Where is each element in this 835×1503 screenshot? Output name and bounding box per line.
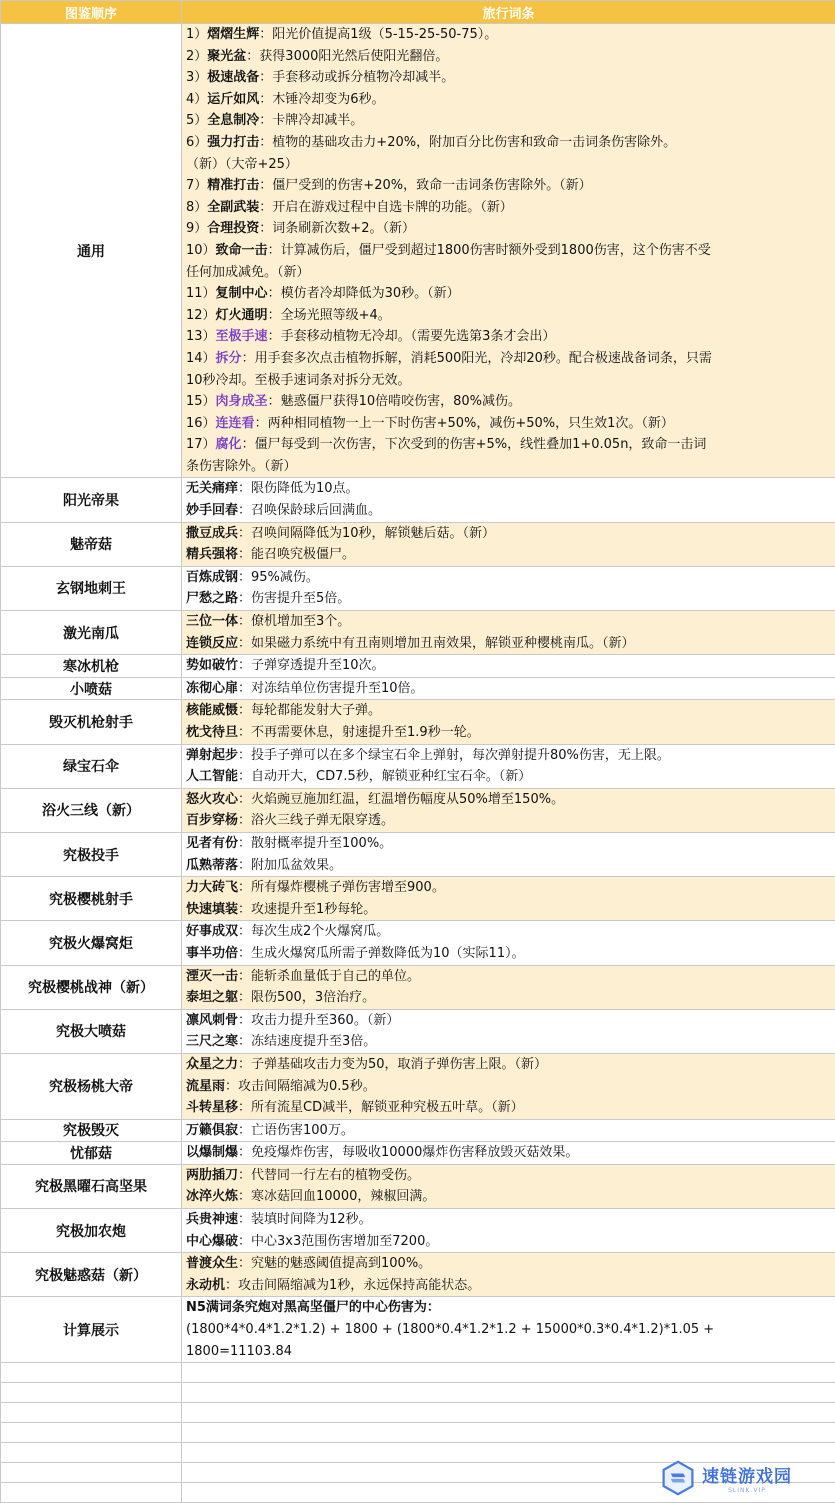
empty-cell[interactable] (1, 1383, 182, 1403)
row-entries-cell[interactable] (182, 1297, 835, 1363)
entry-text: ：中心3x3范围伤害增加至7200。 (238, 1233, 439, 1249)
entry-line (186, 987, 831, 1009)
empty-cell[interactable] (1, 1463, 182, 1483)
entry-text: ：究魅的魅惑阈值提高到100%。 (238, 1256, 432, 1272)
empty-cell[interactable] (1, 1443, 182, 1463)
entry-text: ：限伤500，3倍治疗。 (238, 990, 376, 1006)
row-name-cell[interactable]: 究极大喷菇 (1, 1009, 182, 1053)
entry-text: 7） (186, 178, 208, 194)
row-entries-cell[interactable] (182, 921, 835, 965)
entry-text: 17） (186, 437, 216, 453)
entry-text: ：子弹穿透提升至10次。 (238, 658, 385, 674)
entry-title: 三位一体 (186, 614, 239, 630)
row-entries-cell[interactable] (182, 1142, 835, 1165)
row-entries-cell[interactable] (182, 1053, 835, 1119)
row-name-cell[interactable]: 寒冰机枪 (1, 655, 182, 678)
entry-text: ：对冻结单位伤害提升至10倍。 (238, 680, 424, 696)
entry-text: ：能斩杀血量低于自己的单位。 (238, 968, 421, 984)
row-name-cell[interactable]: 究极加农炮 (1, 1209, 182, 1253)
entry-line (186, 413, 831, 435)
entry-title: 弹射起步 (186, 747, 239, 763)
table-body (1, 24, 835, 1503)
entry-title: 极速战备 (207, 70, 260, 86)
entry-line (186, 567, 831, 589)
entry-title: 精准打击 (207, 178, 260, 194)
empty-cell[interactable] (1, 1483, 182, 1503)
entry-line (186, 833, 831, 855)
row-name-cell[interactable]: 忧郁菇 (1, 1142, 182, 1165)
empty-cell[interactable] (1, 1403, 182, 1423)
table-row (1, 921, 835, 965)
watermark-subtitle: SLINK.VIP (728, 1487, 766, 1494)
row-entries-cell[interactable] (182, 566, 835, 610)
row-name-cell[interactable]: 究极毁灭 (1, 1119, 182, 1142)
entry-line (186, 678, 831, 700)
entry-title: 聚光盆 (207, 48, 247, 64)
table-row (1, 1142, 835, 1165)
entry-text: ：攻击力提升至360。（新） (238, 1012, 400, 1028)
entry-title: 全副武装 (207, 199, 260, 215)
row-entries-cell[interactable] (182, 877, 835, 921)
table-row (1, 677, 835, 700)
entry-text: ：火焰豌豆施加红温，红温增伤幅度从50%增至150%。 (238, 791, 565, 807)
entry-line (186, 722, 831, 744)
entry-text: ：代替同一行左右的植物受伤。 (238, 1167, 421, 1183)
entry-title-highlight: 连连看 (215, 415, 255, 431)
empty-row (1, 1403, 835, 1423)
entry-line (186, 544, 831, 566)
entry-line (186, 1031, 831, 1053)
row-entries-cell[interactable] (182, 1209, 835, 1253)
entry-title: 冻彻心扉 (186, 680, 239, 696)
row-name-cell[interactable]: 究极投手 (1, 832, 182, 876)
row-name-cell[interactable]: 阳光帝果 (1, 478, 182, 522)
entry-text: 16） (186, 415, 216, 431)
entry-line (186, 1297, 831, 1319)
entry-title-highlight: 腐化 (215, 437, 242, 453)
row-name-cell[interactable]: 究极樱桃射手 (1, 877, 182, 921)
entry-title: 尸愁之路 (186, 591, 239, 607)
entry-line (186, 810, 831, 832)
entry-line (186, 1165, 831, 1187)
entry-text: ：攻击间隔缩减为0.5秒。 (225, 1078, 376, 1094)
entry-text: 12） (186, 307, 216, 323)
entry-text: 条伤害除外。（新） (186, 458, 297, 474)
entry-line (186, 523, 831, 545)
entry-text: ：攻击间隔缩减为1秒，永远保持高能状态。 (225, 1277, 481, 1293)
entry-title: 以爆制爆 (186, 1145, 239, 1161)
row-entries-cell[interactable] (182, 655, 835, 678)
entry-line (186, 1120, 831, 1142)
entry-title: 连锁反应 (186, 635, 239, 651)
entry-text: 1800=11103.84 (186, 1343, 293, 1359)
table-row (1, 877, 835, 921)
entry-text: ：如果磁力系统中有丑南则增加丑南效果，解锁亚种樱桃南瓜。（新） (238, 635, 635, 651)
entry-title: 熠熠生辉 (207, 27, 260, 42)
row-entries-cell[interactable] (182, 1119, 835, 1142)
entry-line (186, 262, 831, 284)
entry-text: 1） (186, 27, 208, 42)
row-name-cell[interactable]: 究极杨桃大帝 (1, 1053, 182, 1119)
table-row (1, 611, 835, 655)
entry-text: 11） (186, 286, 216, 302)
entry-text: ：伤害提升至5倍。 (238, 591, 351, 607)
entry-line (186, 283, 831, 305)
entry-line (186, 855, 831, 877)
entry-title: 致命一击 (215, 242, 268, 258)
empty-cell[interactable] (1, 1423, 182, 1443)
row-entries-cell[interactable] (182, 832, 835, 876)
row-entries-cell[interactable] (182, 965, 835, 1009)
entry-text: 14） (186, 350, 216, 366)
entry-text: ：每轮都能发射大子弹。 (238, 703, 382, 719)
entry-text: 9） (186, 221, 208, 237)
entry-title: 湮灭一击 (186, 968, 239, 984)
entry-text: 任何加成减免。（新） (186, 264, 310, 280)
table-row (1, 24, 835, 478)
entry-text: ：攻速提升至1秒每轮。 (238, 901, 377, 917)
entry-line (186, 943, 831, 965)
entry-line (186, 456, 831, 478)
entry-line (186, 110, 831, 132)
entry-text: ：95%减伤。 (238, 569, 319, 585)
entry-text: ：魅惑僵尸获得10倍啃咬伤害，80%减伤。 (267, 394, 521, 410)
entry-text: ：僵尸每受到一次伤害，下次受到的伤害+5%，线性叠加1+0.05n，致命一击词 (241, 437, 707, 453)
empty-row (1, 1383, 835, 1403)
entry-title: 流星雨 (186, 1078, 226, 1094)
entry-text: 3） (186, 70, 208, 86)
entry-text: （新）（大帝+25） (186, 156, 298, 172)
entry-title: 全息制冷 (207, 113, 260, 129)
entry-line (186, 1097, 831, 1119)
empty-row (1, 1423, 835, 1443)
entry-title: 怒火攻心 (186, 791, 239, 807)
header-cell-entries[interactable]: 旅行词条 (182, 1, 835, 24)
watermark-logo-icon (660, 1460, 696, 1496)
entry-line (186, 24, 831, 46)
empty-cell[interactable] (1, 1363, 182, 1383)
row-entries-cell[interactable] (182, 1164, 835, 1208)
entry-text: ：阳光价值提高1级（5-15-25-50-75）。 (259, 27, 498, 42)
row-entries-cell[interactable] (182, 522, 835, 566)
entry-text: ：装填时间降为12秒。 (238, 1212, 372, 1228)
entry-text: ：亡语伤害100万。 (238, 1122, 354, 1138)
row-entries-cell[interactable] (182, 744, 835, 788)
empty-cell[interactable] (182, 1383, 835, 1403)
entry-line (186, 175, 831, 197)
table-row (1, 566, 835, 610)
table-row (1, 1119, 835, 1142)
entry-title: 瓜熟蒂落 (186, 857, 239, 873)
entry-title: 核能威慑 (186, 703, 239, 719)
entry-text: 10） (186, 242, 216, 258)
entry-line (186, 1275, 831, 1297)
watermark-title: 速链游戏园 (702, 1467, 792, 1487)
entry-text: ：僚机增加至3个。 (238, 614, 351, 630)
entry-title: 泰坦之躯 (186, 990, 239, 1006)
entry-text: ：附加瓜盆效果。 (238, 857, 343, 873)
table-row (1, 744, 835, 788)
entry-title-highlight: 拆分 (215, 350, 242, 366)
entry-title: 人工智能 (186, 769, 239, 785)
entry-title-highlight: 至极手速 (215, 329, 268, 345)
row-name-cell[interactable]: 魅帝菇 (1, 522, 182, 566)
entry-text: 4） (186, 91, 208, 107)
entry-line (186, 89, 831, 111)
entry-line (186, 766, 831, 788)
table-row (1, 1164, 835, 1208)
row-name-cell[interactable]: 毁灭机枪射手 (1, 700, 182, 744)
entry-line (186, 67, 831, 89)
entry-title: 运斤如风 (207, 91, 260, 107)
entry-title: 众星之力 (186, 1056, 239, 1072)
entry-line (186, 1341, 831, 1363)
entry-text: ：召唤间隔降低为10秒，解锁魅后菇。（新） (238, 525, 496, 541)
entry-line (186, 1231, 831, 1253)
entry-line (186, 500, 831, 522)
entry-line (186, 1054, 831, 1076)
entry-text: ：计算减伤后，僵尸受到超过1800伤害时额外受到1800伤害，这个伤害不受 (267, 242, 711, 258)
entry-text: ：能召唤究极僵尸。 (238, 547, 356, 563)
entry-line (186, 633, 831, 655)
entry-title: 好事成双 (186, 924, 239, 940)
entry-text: ：浴火三线子弹无限穿透。 (238, 813, 395, 829)
row-name-cell[interactable]: 计算展示 (1, 1297, 182, 1363)
row-entries-cell[interactable] (182, 24, 835, 478)
entry-text: ：所有流星CD减半，解锁亚种究极五叶草。（新） (238, 1100, 524, 1116)
row-entries-cell[interactable] (182, 700, 835, 744)
row-entries-cell[interactable] (182, 1009, 835, 1053)
table-row (1, 1253, 835, 1297)
table-row (1, 832, 835, 876)
row-name-cell[interactable]: 究极火爆窝炬 (1, 921, 182, 965)
row-entries-cell[interactable] (182, 478, 835, 522)
entry-title: 妙手回春 (186, 503, 239, 519)
entry-title: 两肋插刀 (186, 1167, 239, 1183)
entry-line (186, 899, 831, 921)
row-name-cell[interactable]: 通用 (1, 24, 182, 478)
table-row (1, 700, 835, 744)
table-row (1, 1009, 835, 1053)
row-name-cell[interactable]: 究极樱桃战神（新） (1, 965, 182, 1009)
entry-title: 撒豆成兵 (186, 525, 239, 541)
entry-line (186, 588, 831, 610)
table-row (1, 1297, 835, 1363)
entry-text: ：手套移动或拆分植物冷却减半。 (259, 70, 455, 86)
watermark (660, 1457, 830, 1499)
entry-line (186, 1142, 831, 1164)
entry-title: 事半功倍 (186, 945, 239, 961)
entry-line (186, 370, 831, 392)
entry-text: 13） (186, 329, 216, 345)
row-name-cell[interactable]: 浴火三线（新） (1, 788, 182, 832)
entry-text: ：自动开大，CD7.5秒，解锁亚种红宝石伞。（新） (238, 769, 532, 785)
entry-text: 8） (186, 199, 208, 215)
entry-title: 灯火通明 (215, 307, 268, 323)
entry-line (186, 655, 831, 677)
entry-line (186, 132, 831, 154)
entry-text: ：开启在游戏过程中自选卡牌的功能。（新） (259, 199, 513, 215)
entry-title: 百步穿杨 (186, 813, 239, 829)
entry-text: (1800*4*0.4*1.2*1.2) + 1800 + (1800*0.4*1.2*1.2 + 15000*0.3*0.4*1.2)*1.05 + (186, 1322, 715, 1338)
entry-text: 5） (186, 113, 208, 129)
entry-title: 快速填装 (186, 901, 239, 917)
entry-line (186, 611, 831, 633)
table-row (1, 1053, 835, 1119)
row-name-cell[interactable]: 究极黑曜石高坚果 (1, 1164, 182, 1208)
table-row (1, 965, 835, 1009)
entry-line (186, 1010, 831, 1032)
entry-text: ：免疫爆炸伤害，每吸收10000爆炸伤害释放毁灭菇效果。 (238, 1145, 579, 1161)
entry-line (186, 1209, 831, 1231)
entry-line (186, 877, 831, 899)
header-row (1, 1, 835, 24)
entry-line (186, 197, 831, 219)
entry-title: 永动机 (186, 1277, 226, 1293)
entry-title: 万籁俱寂 (186, 1122, 239, 1138)
entry-text: ：散射概率提升至100%。 (238, 835, 393, 851)
empty-cell[interactable] (182, 1363, 835, 1383)
entry-text: ：所有爆炸樱桃子弹伤害增至900。 (238, 880, 445, 896)
row-entries-cell[interactable] (182, 1253, 835, 1297)
entry-text: ：子弹基础攻击力变为50，取消子弹伤害上限。（新） (238, 1056, 548, 1072)
entry-text: ：植物的基础攻击力+20%，附加百分比伤害和致命一击词条伤害除外。 (259, 134, 677, 150)
row-entries-cell[interactable] (182, 677, 835, 700)
entry-text: ：两种相同植物一上一下时伤害+50%，减伤+50%，只生效1次。（新） (254, 415, 674, 431)
entry-line (186, 700, 831, 722)
entry-line (186, 478, 831, 500)
entry-title: 强力打击 (207, 134, 260, 150)
entry-text: ：生成火爆窝瓜所需子弹数降低为10（实际11）。 (238, 945, 525, 961)
entry-title: 凛风刺骨 (186, 1012, 239, 1028)
entry-title: 精兵强将 (186, 547, 239, 563)
table-row (1, 522, 835, 566)
entry-line (186, 154, 831, 176)
entry-text: ：全场光照等级+4。 (267, 307, 391, 323)
entry-title: 见者有份 (186, 835, 239, 851)
entry-line (186, 745, 831, 767)
row-name-cell[interactable]: 小喷菇 (1, 677, 182, 700)
entry-text: ：获得3000阳光然后使阳光翻倍。 (246, 48, 449, 64)
entry-line (186, 240, 831, 262)
entry-text: ：不再需要休息，射速提升至1.9秒一轮。 (238, 725, 480, 740)
entry-line (186, 391, 831, 413)
entry-text: ：手套移动植物无冷却。（需要先选第3条才会出） (267, 329, 556, 345)
entry-title: 斗转星移 (186, 1100, 239, 1116)
entry-text: ：寒冰菇回血10000，辣椒回满。 (238, 1189, 436, 1205)
empty-cell[interactable] (182, 1403, 835, 1423)
entry-text: ：每次生成2个火爆窝瓜。 (238, 924, 390, 940)
entry-title: N5满词条究炮对黑高坚僵尸的中心伤害为： (186, 1300, 440, 1316)
entry-title: 中心爆破 (186, 1233, 239, 1249)
entry-title: 兵贵神速 (186, 1212, 239, 1228)
entry-title: 力大砖飞 (186, 880, 239, 896)
entry-text: 6） (186, 134, 208, 150)
empty-row (1, 1363, 835, 1383)
entry-text: ：卡牌冷却减半。 (259, 113, 364, 129)
row-name-cell[interactable]: 绿宝石伞 (1, 744, 182, 788)
table-row (1, 478, 835, 522)
table-row (1, 788, 835, 832)
entry-title: 枕戈待旦 (186, 725, 239, 740)
entry-title: 合理投资 (207, 221, 260, 237)
entry-title: 复制中心 (215, 286, 268, 302)
table-row (1, 1209, 835, 1253)
entry-line (186, 348, 831, 370)
entry-text: ：冻结速度提升至3倍。 (238, 1034, 377, 1050)
entry-text: ：词条刷新次数+2。（新） (259, 221, 415, 237)
entry-text: ：模仿者冷却降低为30秒。（新） (267, 286, 460, 302)
entry-title: 势如破竹 (186, 658, 239, 674)
entry-text: ：用手套多次点击植物拆解，消耗500阳光，冷却20秒。配合极速战备词条，只需 (241, 350, 712, 366)
entry-line (186, 218, 831, 240)
entry-line (186, 1319, 831, 1341)
entry-text: 15） (186, 394, 216, 410)
entry-title: 无关痛痒 (186, 481, 239, 497)
entry-line (186, 921, 831, 943)
entry-text: ：投手子弹可以在多个绿宝石伞上弹射，每次弹射提升80%伤害，无上限。 (238, 747, 670, 763)
entry-text: ：召唤保龄球后回满血。 (238, 503, 382, 519)
entry-title: 百炼成钢 (186, 569, 239, 585)
entry-text: ：僵尸受到的伤害+20%，致命一击词条伤害除外。（新） (259, 178, 592, 194)
entry-title: 冰淬火炼 (186, 1189, 239, 1205)
row-entries-cell[interactable] (182, 611, 835, 655)
entry-line (186, 789, 831, 811)
entry-text: ：限伤降低为10点。 (238, 481, 359, 497)
entry-line (186, 966, 831, 988)
row-name-cell[interactable]: 玄钢地刺王 (1, 566, 182, 610)
table-row (1, 655, 835, 678)
header-cell-order[interactable]: 图鉴顺序 (1, 1, 182, 24)
empty-cell[interactable] (182, 1423, 835, 1443)
entry-text: 2） (186, 48, 208, 64)
entry-line (186, 46, 831, 68)
entry-text: ：木锤冷却变为6秒。 (259, 91, 385, 107)
entry-title: 三尺之寒 (186, 1034, 239, 1050)
entry-line (186, 1253, 831, 1275)
entry-line (186, 1186, 831, 1208)
entry-line (186, 326, 831, 348)
entry-line (186, 434, 831, 456)
entry-title-highlight: 肉身成圣 (215, 394, 268, 410)
row-name-cell[interactable]: 究极魅惑菇（新） (1, 1253, 182, 1297)
row-name-cell[interactable]: 激光南瓜 (1, 611, 182, 655)
entry-text: 10秒冷却。至极手速词条对拆分无效。 (186, 372, 411, 388)
entry-line (186, 305, 831, 327)
entry-line (186, 1076, 831, 1098)
entry-title: 普渡众生 (186, 1256, 239, 1272)
row-entries-cell[interactable] (182, 788, 835, 832)
